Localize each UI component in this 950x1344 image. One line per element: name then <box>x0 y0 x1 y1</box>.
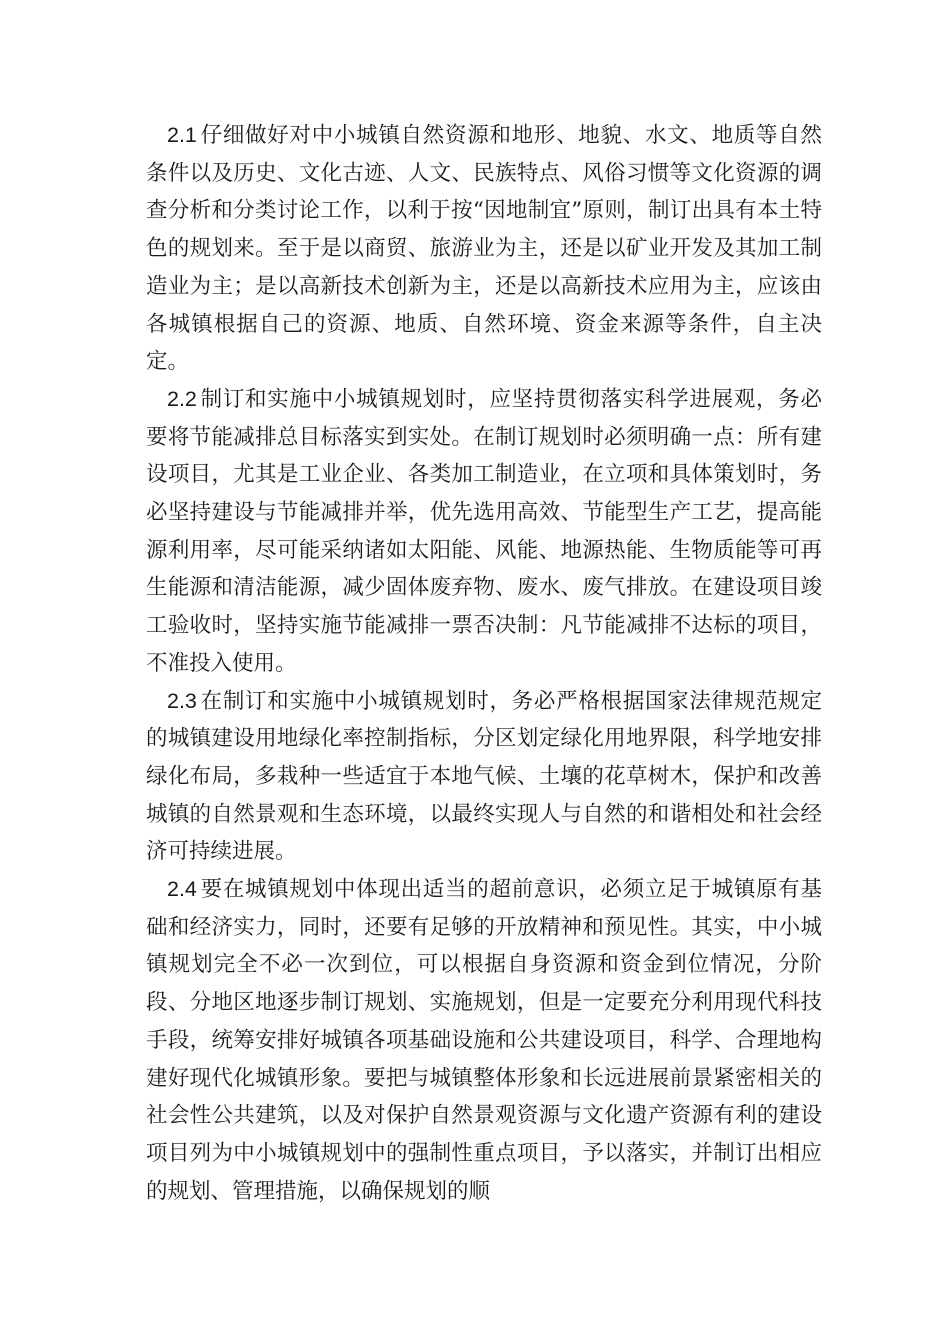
section-number: 2.2 <box>167 386 197 411</box>
section-number: 2.3 <box>167 688 197 713</box>
paragraph-text: 仔细做好对中小城镇自然资源和地形、地貌、水文、地质等自然条件以及历史、文化古迹、人文、民族特点、风俗习惯等文化资源的调查分析和分类讨论工作，以利于按“因地制宜”原则，制订出具有本土特色的规划来。至于是以商贸、旅游业为主，还是以矿业开发及其加工制造业为主；是以高新技术创新为主，还是以高新技术应用为主，应该由各城镇根据自己的资源、地质、自然环境、资金来源等条件，自主决定。 <box>146 123 822 375</box>
paragraph-2-1 <box>146 117 822 381</box>
paragraph-2-3 <box>146 683 822 872</box>
paragraph-2-4 <box>146 871 822 1210</box>
paragraph-text: 制订和实施中小城镇规划时，应坚持贯彻落实科学进展观，务必要将节能减排总目标落实到实处。在制订规划时必须明确一点：所有建设项目，尤其是工业企业、各类加工制造业，在立项和具体策划时，务必坚持建设与节能减排并举，优先选用高效、节能型生产工艺，提高能源利用率，尽可能采纳诸如太阳能、风能、地源热能、生物质能等可再生能源和清洁能源，减少固体废弃物、废水、废气排放。在建设项目竣工验收时，坚持实施节能减排一票否决制：凡节能减排不达标的项目，不准投入使用。 <box>146 386 822 676</box>
paragraph-2-2 <box>146 381 822 683</box>
section-number: 2.4 <box>167 877 197 902</box>
section-number: 2.1 <box>167 123 197 147</box>
document-body <box>146 117 822 1210</box>
paragraph-text: 要在城镇规划中体现出适当的超前意识，必须立足于城镇原有基础和经济实力，同时，还要有足够的开放精神和预见性。其实，中小城镇规划完全不必一次到位，可以根据自身资源和资金到位情况，分阶段、分地区地逐步制订规划、实施规划，但是一定要充分利用现代科技手段，统筹安排好城镇各项基础设施和公共建设项目，科学、合理地构建好现代化城镇形象。要把与城镇整体形象和长远进展前景紧密相关的社会性公共建筑，以及对保护自然景观资源与文化遗产资源有利的建设项目列为中小城镇规划中的强制性重点项目，予以落实，并制订出相应的规划、管理措施，以确保规划的顺 <box>146 877 822 1204</box>
paragraph-text: 在制订和实施中小城镇规划时，务必严格根据国家法律规范规定的城镇建设用地绿化率控制指标，分区划定绿化用地界限，科学地安排绿化布局，多栽种一些适宜于本地气候、土壤的花草树木，保护和改善城镇的自然景观和生态环境，以最终实现人与自然的和谐相处和社会经济可持续进展。 <box>146 688 822 865</box>
